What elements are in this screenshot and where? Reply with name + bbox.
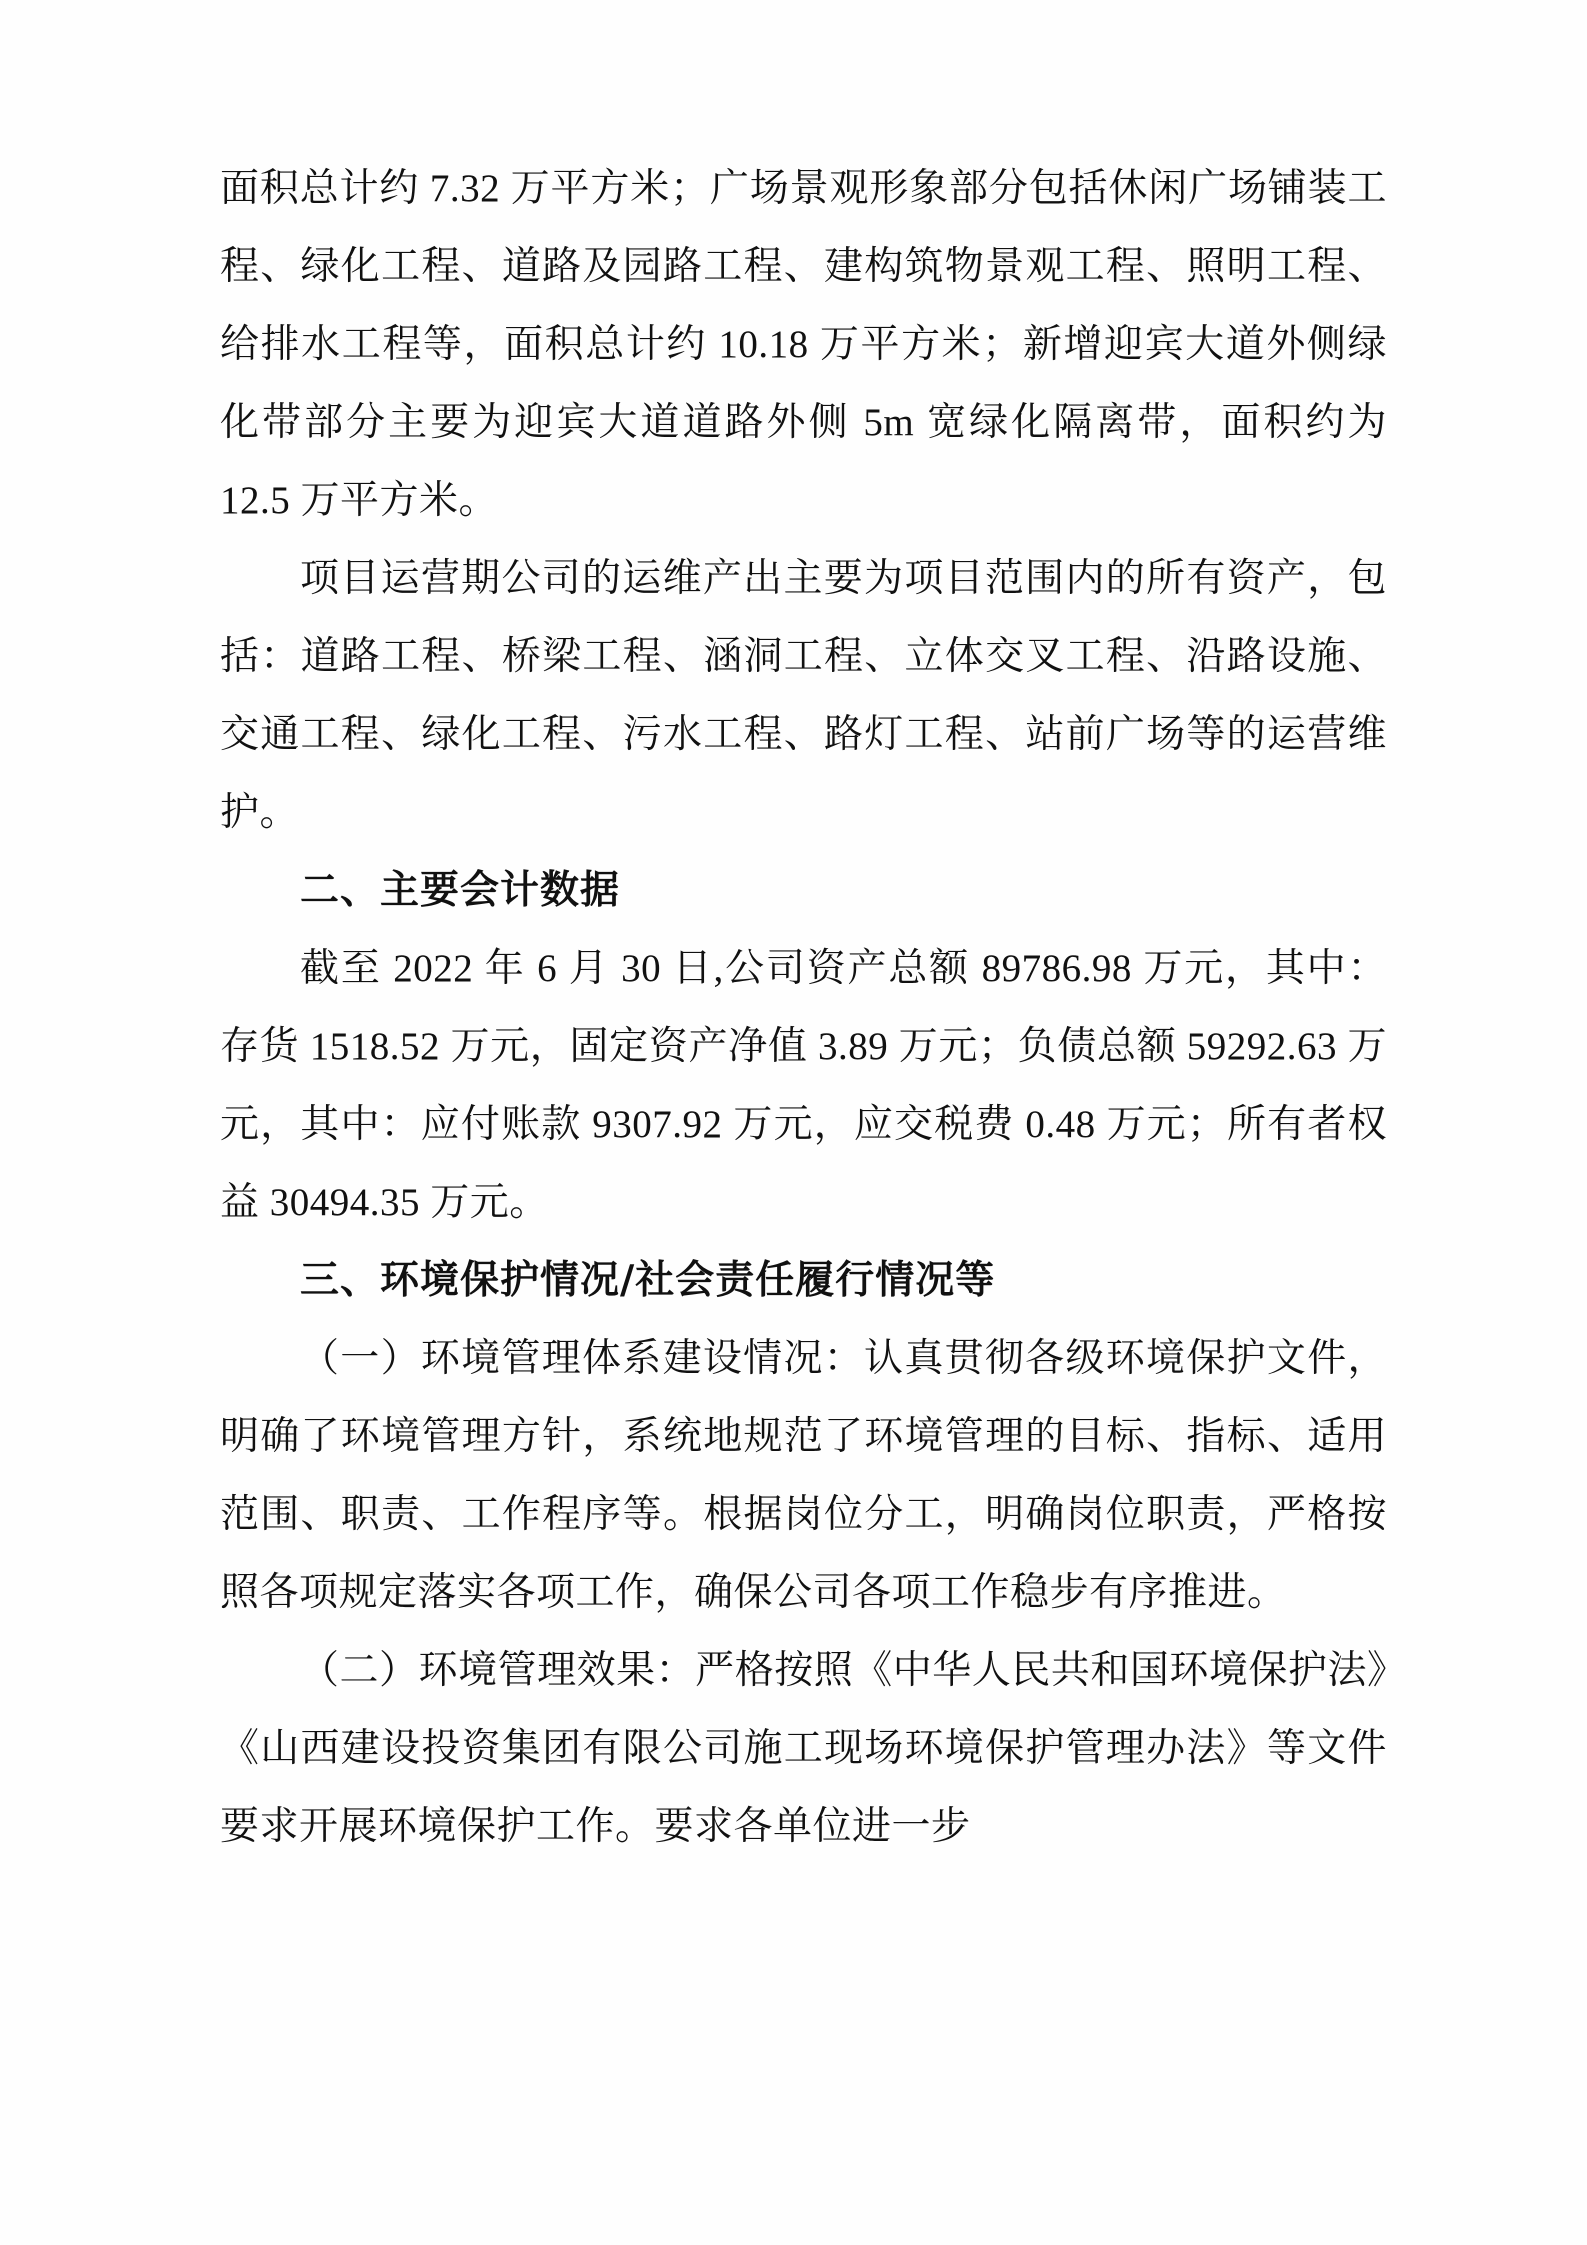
heading-accounting-data: 二、主要会计数据 <box>300 868 621 913</box>
heading-environment-protection: 三、环境保护情况/社会责任履行情况等 <box>300 1258 996 1303</box>
paragraph-operation-assets: 项目运营期公司的运维产出主要为项目范围内的所有资产，包括：道路工程、桥梁工程、涵洞工程、立体交叉工程、沿路设施、交通工程、绿化工程、污水工程、路灯工程、站前广场等的运营维护。 <box>220 557 1387 834</box>
paragraph-environment-effect: （二）环境管理效果：严格按照《中华人民共和国环境保护法》《山西建设投资集团有限公司施工现场环境保护管理办法》等文件要求开展环境保护工作。要求各单位进一步 <box>220 1649 1387 1848</box>
paragraph-accounting-figures: 截至 2022 年 6 月 30 日,公司资产总额 89786.98 万元，其中：存货 1518.52 万元，固定资产净值 3.89 万元；负债总额 59292.63 万元，其中：应付账款 9307.92 万元，应交税费 0.48 万元；所有者权益 30494.35 万元。 <box>220 947 1387 1224</box>
paragraph-project-area: 面积总计约 7.32 万平方米；广场景观形象部分包括休闲广场铺装工程、绿化工程、道路及园路工程、建构筑物景观工程、照明工程、给排水工程等，面积总计约 10.18 万平方米；新增迎宾大道外侧绿化带部分主要为迎宾大道道路外侧 5m 宽绿化隔离带，面积约为 12.5 万平方米。 <box>220 167 1387 522</box>
paragraph-environment-system: （一）环境管理体系建设情况：认真贯彻各级环境保护文件，明确了环境管理方针，系统地规范了环境管理的目标、指标、适用范围、职责、工作程序等。根据岗位分工，明确岗位职责，严格按照各项规定落实各项工作，确保公司各项工作稳步有序推进。 <box>220 1337 1387 1614</box>
document-body <box>220 150 1387 1866</box>
